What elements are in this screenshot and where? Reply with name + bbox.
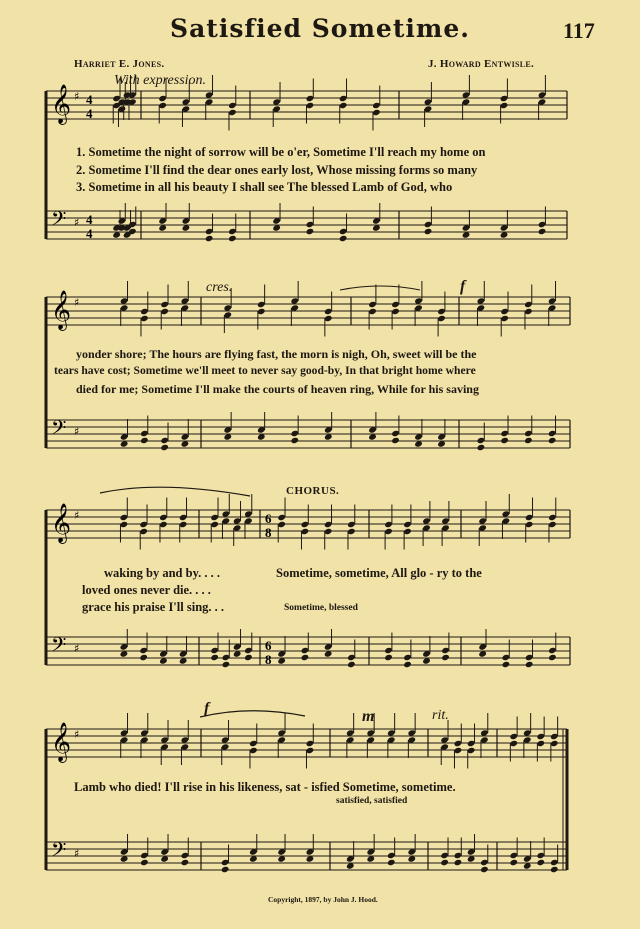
note-head: [548, 437, 557, 444]
key-signature-sharp: ♯: [74, 642, 80, 655]
note-head: [384, 654, 393, 661]
note-head: [306, 228, 315, 235]
note-head: [536, 859, 545, 866]
note-head: [391, 437, 400, 444]
treble-clef: 𝄞: [51, 503, 72, 543]
note-head: [480, 866, 489, 873]
note-head: [441, 654, 450, 661]
note-head: [550, 866, 559, 873]
time-signature: 8: [265, 652, 272, 667]
system1-verse1: 1. Sometime the night of sorrow will be o'er, Sometime I'll reach my home on: [76, 145, 486, 159]
note-head: [222, 661, 231, 668]
bass-clef: 𝄢: [51, 838, 67, 866]
system1-verse2: 2. Sometime I'll find the dear ones early lost, Whose missing forms so many: [76, 163, 478, 177]
note-head: [347, 661, 356, 668]
key-signature-sharp: ♯: [74, 425, 80, 438]
note-head: [525, 661, 534, 668]
copyright-notice: Copyright, 1897, by John J. Hood.: [268, 895, 378, 904]
key-signature-sharp: ♯: [74, 728, 80, 741]
system2-verse1: yonder shore; The hours are flying fast, the morn is nigh, Oh, sweet will be the: [76, 347, 477, 361]
bass-clef: 𝄢: [51, 633, 67, 661]
note-head: [210, 654, 219, 661]
time-signature: 4: [86, 92, 93, 107]
expression-marking: With expression.: [114, 73, 207, 88]
treble-clef: 𝄞: [51, 290, 72, 330]
treble-clef: 𝄞: [51, 722, 72, 762]
crescendo-marking: cres.: [206, 280, 233, 295]
system4-lyric: Lamb who died! I'll rise in his likeness, sat - isfied Sometime, sometime.: [74, 780, 456, 794]
note-head: [548, 654, 557, 661]
note-head: [290, 437, 299, 444]
time-signature: 4: [86, 226, 93, 241]
key-signature-sharp: ♯: [74, 216, 80, 229]
lyricist-credit: Harriet E. Jones.: [74, 58, 165, 70]
forte-marking: f: [460, 278, 466, 295]
note-head: [160, 444, 169, 451]
time-signature: 4: [86, 212, 93, 227]
bass-lyric-2: satisfied, satisfied: [336, 796, 408, 806]
accent-marks: [340, 286, 420, 290]
note-head: [140, 859, 149, 866]
mezzo-marking: m: [362, 708, 375, 725]
system2-verse2: tears have cost; Sometime we'll meet to never say good-by, In that bright home where: [54, 364, 476, 377]
forte-marking-2: f: [204, 700, 210, 717]
system3-verse1: waking by and by. . . .: [104, 566, 221, 580]
bass-clef: 𝄢: [51, 416, 67, 444]
note-head: [477, 444, 486, 451]
page-number: 117: [563, 18, 595, 43]
note-head: [228, 235, 237, 242]
slur: [100, 487, 250, 496]
note-head: [502, 661, 511, 668]
time-signature: 6: [265, 638, 272, 653]
note-head: [500, 437, 509, 444]
note-head: [221, 866, 230, 873]
note-head: [454, 859, 463, 866]
ritardando-marking: rit.: [432, 708, 449, 723]
time-signature: 6: [265, 511, 272, 526]
slur: [200, 711, 305, 717]
key-signature-sharp: ♯: [74, 847, 80, 860]
note-head: [424, 228, 433, 235]
note-head: [440, 859, 449, 866]
note-head: [205, 235, 214, 242]
chorus-lyric: Sometime, sometime, All glo - ry to the: [276, 566, 482, 580]
key-signature-sharp: ♯: [74, 90, 80, 103]
note-head: [339, 235, 348, 242]
note-head: [538, 228, 547, 235]
treble-clef: 𝄞: [51, 84, 72, 124]
composer-credit: J. Howard Entwisle.: [428, 58, 535, 70]
note-head: [387, 859, 396, 866]
note-head: [140, 437, 149, 444]
note-head: [301, 654, 310, 661]
note-head: [509, 859, 518, 866]
key-signature-sharp: ♯: [74, 509, 80, 522]
time-signature: 8: [265, 525, 272, 540]
note-head: [139, 654, 148, 661]
hymn-title: Satisfied Sometime.: [170, 14, 470, 43]
note-head: [524, 437, 533, 444]
bass-clef: 𝄢: [51, 207, 67, 235]
note-head: [244, 654, 253, 661]
system1-verse3: 3. Sometime in all his beauty I shall see The blessed Lamb of God, who: [76, 180, 453, 194]
key-signature-sharp: ♯: [74, 296, 80, 309]
time-signature: 4: [86, 106, 93, 121]
bass-lyric: Sometime, blessed: [284, 603, 358, 613]
note-head: [181, 859, 190, 866]
system2-verse3: died for me; Sometime I'll make the courts of heaven ring, While for his saving: [76, 382, 479, 396]
system3-verse2: loved ones never die. . . .: [82, 583, 211, 597]
system3-verse3: grace his praise I'll sing. . .: [82, 600, 225, 614]
note-head: [403, 661, 412, 668]
chorus-label: CHORUS.: [286, 485, 340, 497]
